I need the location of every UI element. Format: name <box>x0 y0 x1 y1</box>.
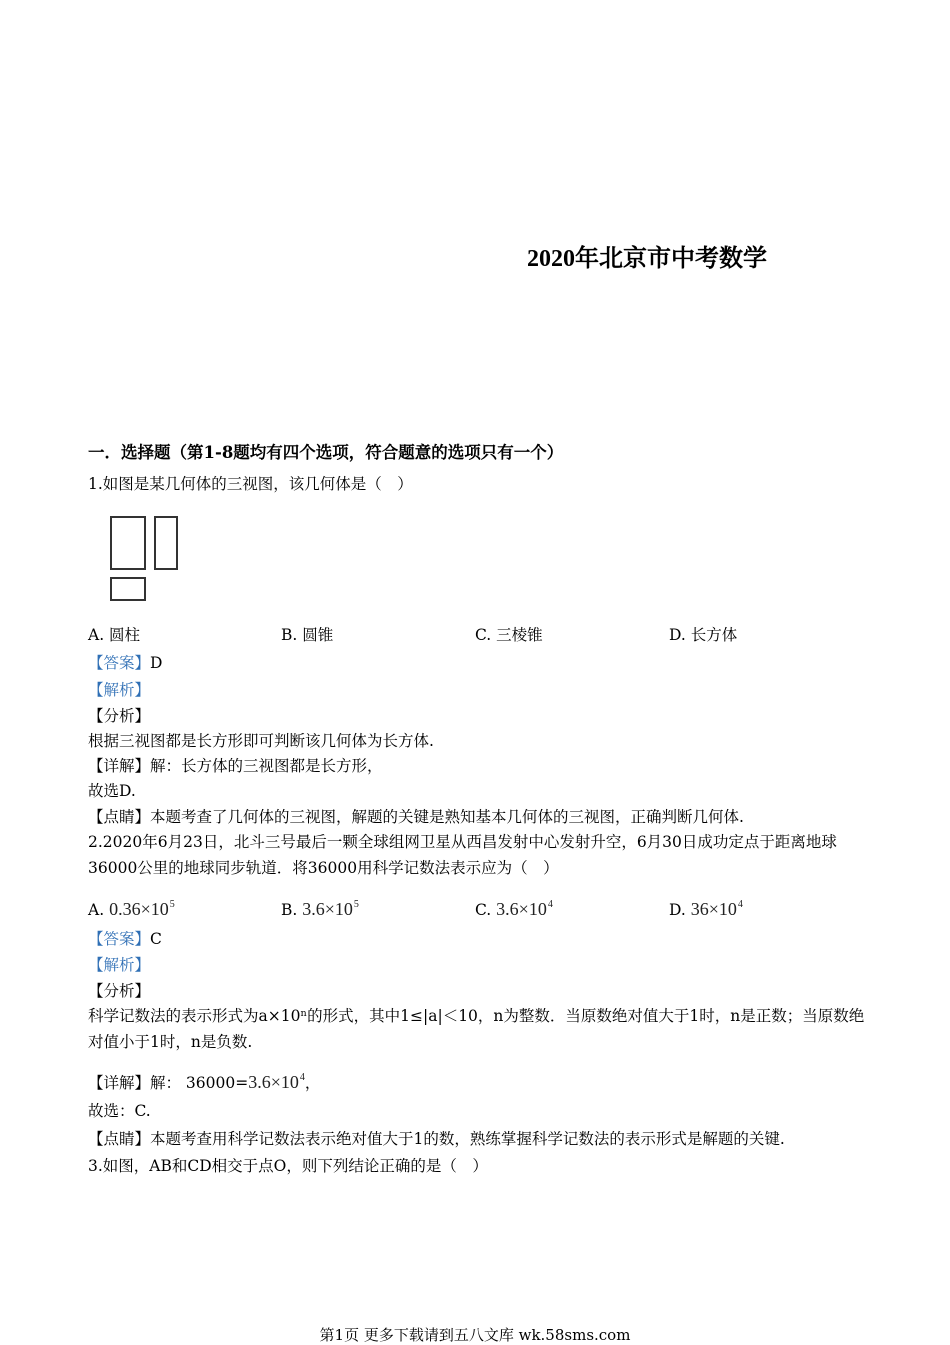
q1-fenxi-text: 根据三视图都是长方形即可判断该几何体为长方体. <box>88 732 434 750</box>
option-math <box>302 899 359 919</box>
option-label: B. <box>281 901 298 919</box>
q2-detail <box>88 1068 320 1093</box>
q1-stem: 1.如图是某几何体的三视图，该几何体是（ ） <box>88 475 413 493</box>
math-times-ten: ×10 <box>324 899 353 919</box>
q3-stem: 3.如图，AB和CD相交于点O，则下列结论正确的是（ ） <box>88 1157 488 1175</box>
q1-answer <box>88 653 162 673</box>
q1-detail: 【详解】解：长方体的三视图都是长方形， <box>88 757 383 775</box>
page-title: 2020年北京市中考数学 <box>527 246 767 272</box>
detail-suffix: ， <box>304 1074 321 1092</box>
q1-option-b: B. 圆锥 <box>281 626 334 644</box>
q1-comment: 【点睛】本题考查了几何体的三视图，解题的关键是熟知基本几何体的三视图，正确判断几何体. <box>88 808 744 826</box>
option-label: A. <box>88 901 105 919</box>
q1-analysis-tag: 【解析】 <box>88 681 151 699</box>
q2-option-c <box>475 895 553 920</box>
page-footer: 第1页 更多下载请到五八文库 wk.58sms.com <box>319 1326 631 1344</box>
q2-option-a <box>88 895 175 920</box>
detail-prefix: 【详解】解： 36000= <box>88 1074 249 1092</box>
option-label: C. <box>475 901 492 919</box>
q2-answer <box>88 929 162 949</box>
math-times-ten: ×10 <box>518 899 547 919</box>
answer-tag: 【答案】 <box>88 654 151 672</box>
math-exponent: 5 <box>169 899 175 910</box>
section-heading: 一．选择题（第1-8题均有四个选项，符合题意的选项只有一个） <box>88 443 564 462</box>
math-exponent: 5 <box>353 899 359 910</box>
math-exponent: 4 <box>737 899 743 910</box>
q2-option-b <box>281 895 359 920</box>
option-math <box>691 899 743 919</box>
front-view-rect <box>111 517 145 569</box>
math-exponent: 4 <box>299 1072 305 1083</box>
option-label: D. <box>669 901 686 919</box>
math-exponent: 4 <box>547 899 553 910</box>
math-base: 0.36 <box>109 899 141 919</box>
answer-tag: 【答案】 <box>88 930 151 948</box>
q2-conclusion: 故选：C. <box>88 1102 151 1120</box>
three-view-figure <box>104 511 184 606</box>
top-view-rect <box>111 578 145 600</box>
q2-stem: 2.2020年6月23日，北斗三号最后一颗全球组网卫星从西昌发射中心发射升空，6月30日成功定点于距离地球36000公里的地球同步轨道．将36000用科学记数法表示应为（ ） <box>88 833 837 877</box>
option-math <box>109 899 175 919</box>
side-view-rect <box>155 517 177 569</box>
math-base: 3.6 <box>248 1072 271 1092</box>
math-base: 36 <box>690 899 709 919</box>
answer-value: C <box>150 930 162 948</box>
detail-math <box>248 1072 305 1092</box>
q1-option-d: D. 长方体 <box>669 626 738 644</box>
option-math <box>496 899 553 919</box>
q2-fenxi-tag: 【分析】 <box>88 982 151 1000</box>
math-times-ten: ×10 <box>140 899 169 919</box>
math-base: 3.6 <box>496 899 519 919</box>
math-times-ten: ×10 <box>708 899 737 919</box>
q2-option-d <box>669 895 743 920</box>
math-times-ten: ×10 <box>270 1072 299 1092</box>
math-base: 3.6 <box>302 899 325 919</box>
q2-comment: 【点睛】本题考查用科学记数法表示绝对值大于1的数，熟练掌握科学记数法的表示形式是解题的关键. <box>88 1130 785 1148</box>
q2-analysis-tag: 【解析】 <box>88 956 151 974</box>
q1-option-c: C. 三棱锥 <box>475 626 543 644</box>
q1-option-a: A. 圆柱 <box>88 626 141 644</box>
q1-conclusion: 故选D. <box>88 782 136 800</box>
q1-fenxi-tag: 【分析】 <box>88 707 151 725</box>
answer-value: D <box>150 654 163 672</box>
q2-fenxi-text: 科学记数法的表示形式为a×10ⁿ的形式，其中1≤|a|＜10，n为整数．当原数绝对值大于1时，n是正数；当原数绝对值小于1时，n是负数. <box>88 1007 865 1051</box>
